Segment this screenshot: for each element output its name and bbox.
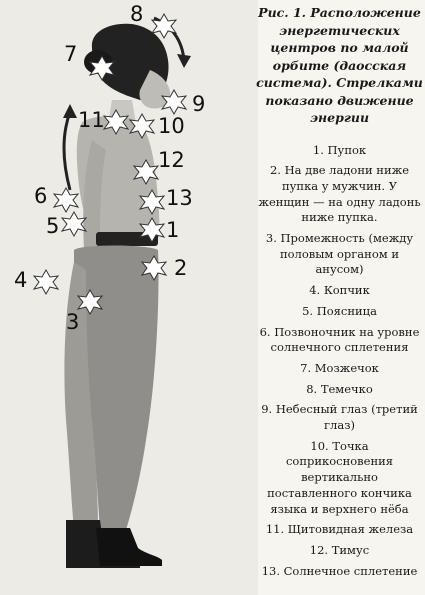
legend-item: 7. Мозжечок: [300, 360, 379, 375]
figure-caption: Рис. 1. Расположение энергетических центров по малой орбите (даосская система). Стрелками показано движение энергии: [256, 5, 423, 125]
marker-6: 6: [34, 184, 48, 208]
marker-11: 11: [78, 108, 105, 132]
marker-12: 12: [158, 148, 185, 172]
legend-item: 11. Щитовидная железа: [265, 522, 414, 537]
marker-4: 4: [14, 268, 28, 292]
marker-2: 2: [174, 256, 188, 280]
legend-item: 12. Тимус: [309, 542, 370, 557]
marker-5: 5: [46, 214, 60, 238]
legend-item: 9. Небесный глаз (третий глаз): [261, 402, 418, 433]
legend-item: 10. Точка соприкосновения вертикально поставленного кончика языка и верхнего нёба: [267, 438, 412, 516]
legend-item: 4. Копчик: [309, 283, 370, 298]
marker-13: 13: [166, 186, 193, 210]
marker-10: 10: [158, 114, 185, 138]
marker-8: 8: [130, 2, 144, 26]
legend-list: [256, 143, 423, 580]
legend-item: 5. Поясница: [302, 303, 377, 318]
legend-item: 8. Темечко: [306, 381, 373, 396]
marker-7: 7: [64, 42, 78, 66]
marker-9: 9: [192, 92, 206, 116]
legend-item: 2. На две ладони ниже пупка у мужчин. У женщин — на одну ладонь ниже пупка.: [258, 163, 421, 225]
legend-item: 1. Пупок: [312, 142, 367, 157]
legend-item: 6. Позвоночник на уровне солнечного сплетения: [259, 324, 420, 355]
legend-item: 3. Промежность (между половым органом и анусом): [265, 231, 414, 277]
legend-item: 13. Солнечное сплетение: [261, 563, 418, 578]
marker-3: 3: [66, 310, 80, 334]
text-column: [256, 4, 423, 584]
marker-1: 1: [166, 218, 180, 242]
